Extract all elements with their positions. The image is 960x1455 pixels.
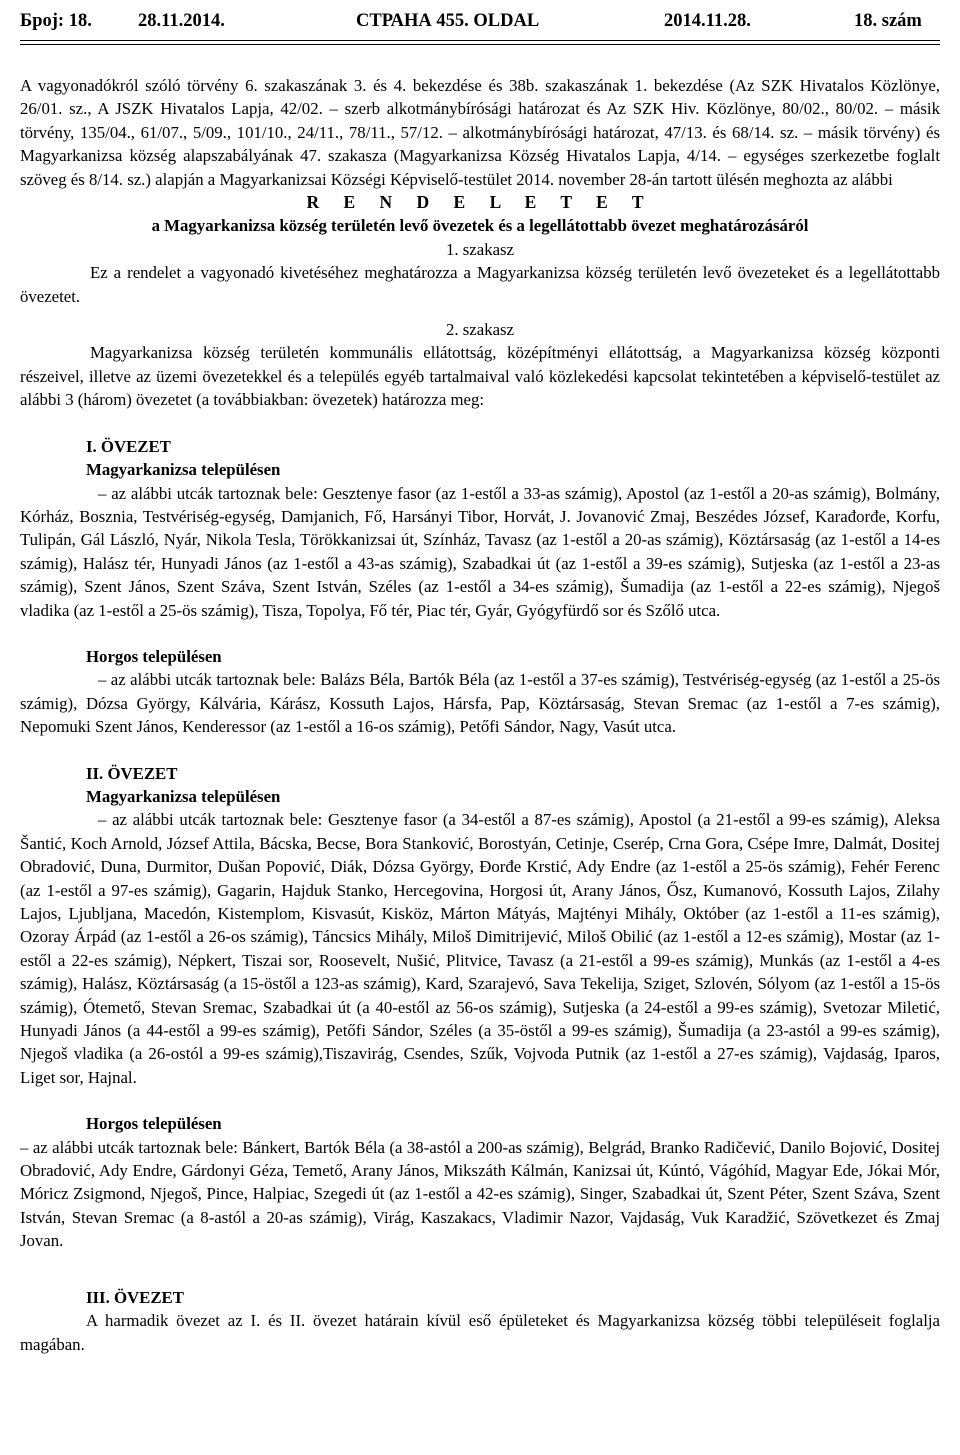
section-1-text: Ez a rendelet a vagyonadó kivetéséhez meghatározza a Magyarkanizsa község területén levő övezeteket és a legellátottabb övezetet. (20, 263, 940, 306)
zone-1-magyarkanizsa-heading: Magyarkanizsa településen (86, 460, 281, 480)
zone-2-horgos-streets: – az alábbi utcák tartoznak bele: Bánkert, Bartók Béla (a 38-astól a 200-as számig), Belgrád, Branko Radičević, Danilo Bojović, Dositej Obradović, Ady Endre, Gárdonyi Géza, Temető, Arany János, Mikszáth Kálmán, Kanizsai út, Kúntó, Vágóhíd, Magyar Ede, Jókai Mór, Móricz Zsigmond, Njegoš, Pince, Halpiac, Szegedi út (az 1-estől a 42-es számig), Singer, Szabadkai út, Szent Péter, Szent Száva, Szent István, Stevan Sremac (a 8-astól a 20-as számig), Virág, Kaszakacs, Vladimir Nazor, Vajdaság, Vuk Karadžić, Szövetkezet és Zmaj Jovan. (20, 1137, 940, 1251)
zone-2-title: II. ÖVEZET (86, 763, 178, 783)
zone-3-title: III. ÖVEZET (86, 1287, 184, 1307)
section-2-heading: 2. szakasz (445, 320, 515, 340)
zone-2-magyarkanizsa-heading: Magyarkanizsa településen (86, 786, 281, 806)
zone-1-horgos-streets: – az alábbi utcák tartoznak bele: Balázs Béla, Bartók Béla (az 1-estől a 37-es számig), Testvériség-egység (az 1-estől a 25-ös számig), Dózsa György, Kálvária, Kárász, Kossuth Lajos, Hársfa, Pap, Köztársaság, Stevan Sremac (az 1-estől a 7-es számig), Nepomuki Szent János, Kenderessor (az 1-estől a 16-os számig), Petőfi Sándor, Nagy, Vasút utca. (20, 670, 940, 737)
zone-2-horgos-heading: Horgos településen (86, 1114, 222, 1134)
decree-word: R E N D E L E T E T (306, 192, 654, 213)
issue-number-hungarian: 18. szám (854, 11, 922, 31)
zone-1-magyarkanizsa-streets: – az alábbi utcák tartoznak bele: Gesztenye fasor (az 1-estől a 33-as számig), Apostol (az 1-estől a 20-as számig), Bolmány, Kórház, Bosznia, Testvériség-egység, Damjanich, Fő, Harsányi Tibor, Horvát, J. Jovanović Zmaj, Beszédes József, Karađorđe, Korfu, Tulipán, Gál László, Nyár, Nikola Tesla, Törökkanizsai út, Színház, Tavasz (az 1-estől a 20-as számig), Köztársaság (az 1-estől a 14-es számig), Halász tér, Hunyadi János (az 1-estől a 43-as számig), Szabadkai út (az 1-estől a 39-es számig), Sutjeska (az 1-estől a 23-as számig), Szent János, Szent Száva, Szent István, Széles (az 1-estől a 34-es számig), Šumadija (az 1-estől a 22-es számig), Njegoš vladika (az 1-estől a 25-ös számig), Tisza, Topolya, Fő tér, Piac tér, Gyár, Gyógyfürdő sor és Szőlő utca. (20, 483, 940, 620)
page-number: СТРАНА 455. OLDAL (356, 11, 540, 31)
zone-2-magyarkanizsa-streets: – az alábbi utcák tartoznak bele: Gesztenye fasor (a 34-estől a 87-es számig), Apostol (a 21-estől a 99-es számig), Aleksa Šantić, Koch Arnold, József Attila, Bácska, Becse, Bora Stanković, Borostyán, Cetinje, Cserép, Crna Gora, Csépe Imre, Dalmát, Dositej Obradović, Duna, Durmitor, Dušan Popović, Diák, Dózsa György, Đorđe Krstić, Ady Endre (az 1-estől a 25-ös számig), Fehér Ferenc (az 1-estől a 97-es számig), Gagarin, Hajduk Stanko, Hercegovina, Horgosi út, Arany János, Ősz, Kumanovó, Kossuth Lajos, Zilahy Lajos, Ljubljana, Macedón, Kistemplom, Kisvasút, Kisköz, Márton Mátyás, Majtényi Mihály, Október (az 1-estől a 11-es számig), Ozoray Árpád (az 1-estől a 26-os számig), Táncsics Mihály, Miloš Dimitrijević, Miloš Obilić (az 1-estől a 12-es számig), Mostar (az 1-estől a 22-es számig), Népkert, Tiszai sor, Roosevelt, Nušić, Plitvice, Tavasz (a 21-estől a 99-es számig), Munkás (az 1-estől a 4-es számig), Halász, Köztársaság (a 15-östől a 123-as számig), Kard, Szarajevó, Sava Tekelija, Sziget, Szlovén, Sólyom (az 1-estől a 15-ös számig), Ótemető, Stevan Sremac, Szabadkai út (a 40-estől az 56-os számig), Sutjeska (a 24-estől a 99-es számig), Svetozar Miletić, Hunyadi János (a 44-estől a 99-es számig), Petőfi Sándor, Széles (a 35-östől a 99-es számig), Šumadija (a 23-astól a 99-es számig), Njegoš vladika (a 26-ostól a 99-es számig),Tiszavirág, Csendes, Szűk, Vojvoda Putnik (az 1-estől a 27-es számig), Vajdaság, Iparos, Liget sor, Hajnal. (20, 810, 940, 1087)
document-body (20, 74, 940, 1356)
zone-3-text: A harmadik övezet az I. és II. övezet határain kívül eső épületeket és Magyarkanizsa község többi településeit foglalja magában. (20, 1311, 940, 1354)
section-1-heading: 1. szakasz (445, 239, 515, 259)
issue-number-serbian: Број: 18. (20, 11, 92, 31)
preamble: A vagyonadókról szóló törvény 6. szakaszának 3. és 4. bekezdése és 38b. szakaszának 1. bekezdése (Az SZK Hivatalos Közlönye, 26/01. sz., A JSZK Hivatalos Lapja, 42/02. – szerb alkotmánybírósági határozat és Az SZK Hiv. Közlönye, 80/02., 80/02. – másik törvény, 135/04., 61/07., 5/09., 101/10., 24/11., 78/11., 57/12. – alkotmánybírósági határozat, 47/13. és 68/14. sz. – másik törvény) és Magyarkanizsa község alapszabályának 47. szakasza (Magyarkanizsa Község Hivatalos Lapja, 4/14. – egységes szerkezetbe foglalt szöveg és 8/14. sz.) alapján a Magyarkanizsai Községi Képviselő-testület 2014. november 28-án tartott ülésén meghozta az alábbi (20, 76, 940, 189)
decree-title: a Magyarkanizsa község területén levő övezetek és a legellátottabb övezet meghatározásáról (151, 216, 809, 236)
section-2-text: Magyarkanizsa község területén kommunális ellátottság, középítményi ellátottság, a Magyarkanizsa község központi részeivel, illetve az üzemi övezetekkel és a település egyéb tartalmaival való közlekedési kapcsolat tekintetében a képviselő-testület az alábbi 3 (három) övezetet (a továbbiakban: övezetek) határozza meg: (20, 343, 940, 410)
zone-1-title: I. ÖVEZET (86, 436, 171, 456)
date-hungarian: 2014.11.28. (664, 11, 751, 31)
header-rule-top (20, 40, 940, 41)
page-header (20, 6, 940, 36)
header-rule-bottom (20, 44, 940, 45)
date-serbian: 28.11.2014. (138, 11, 225, 31)
zone-1-horgos-heading: Horgos településen (86, 646, 222, 666)
